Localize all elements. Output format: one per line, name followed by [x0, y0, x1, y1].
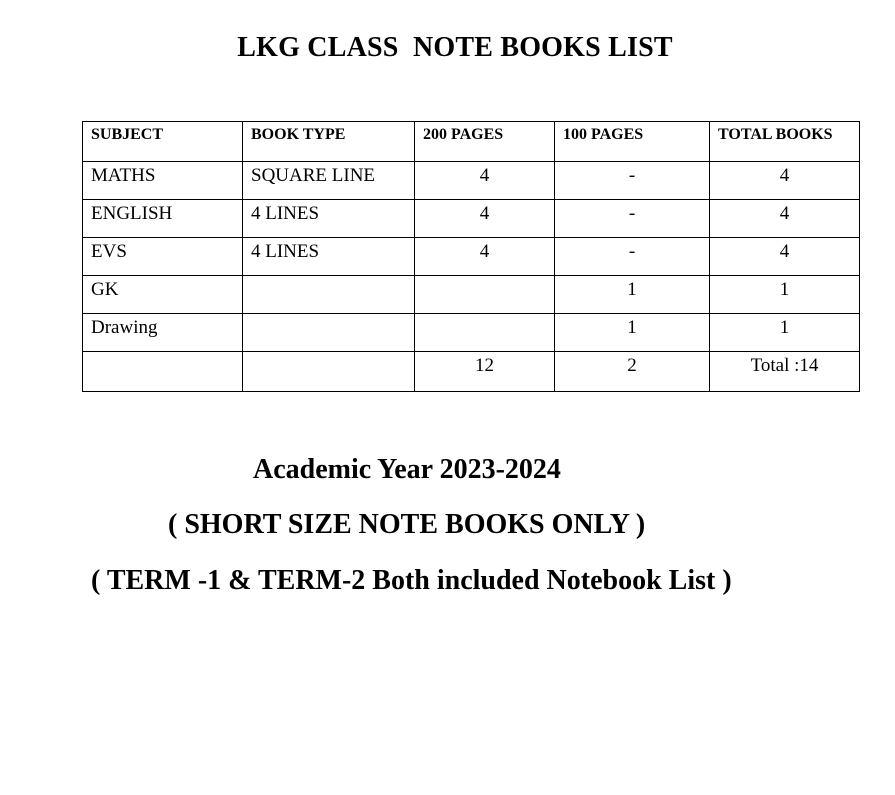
cell-subject: [83, 352, 243, 392]
cell-200-pages: 4: [415, 162, 555, 200]
header-200-pages: 200 PAGES: [415, 122, 555, 162]
cell-subject: GK: [83, 276, 243, 314]
table-row: [83, 200, 860, 238]
cell-200-pages: [415, 276, 555, 314]
cell-200-pages: 4: [415, 200, 555, 238]
cell-book-type: 4 LINES: [243, 238, 415, 276]
cell-book-type: [243, 352, 415, 392]
cell-book-type: 4 LINES: [243, 200, 415, 238]
cell-book-type: [243, 276, 415, 314]
cell-grand-total: Total :14: [710, 352, 860, 392]
header-total-books: TOTAL BOOKS: [710, 122, 860, 162]
cell-subject: EVS: [83, 238, 243, 276]
cell-200-pages: [415, 314, 555, 352]
table-row: [83, 162, 860, 200]
cell-total-books: 4: [710, 162, 860, 200]
cell-subject: MATHS: [83, 162, 243, 200]
page-title: LKG CLASS NOTE BOOKS LIST: [237, 32, 673, 63]
cell-book-type: SQUARE LINE: [243, 162, 415, 200]
table-row: [83, 314, 860, 352]
table-row: [83, 238, 860, 276]
size-note: ( SHORT SIZE NOTE BOOKS ONLY ): [168, 509, 646, 540]
cell-total-books: 4: [710, 238, 860, 276]
header-book-type: BOOK TYPE: [243, 122, 415, 162]
header-subject: SUBJECT: [83, 122, 243, 162]
cell-100-pages: 1: [555, 314, 710, 352]
cell-total-books: 4: [710, 200, 860, 238]
notebooks-table: [82, 121, 860, 392]
academic-year: Academic Year 2023-2024: [253, 454, 561, 485]
header-100-pages: 100 PAGES: [555, 122, 710, 162]
table-header-row: [83, 122, 860, 162]
cell-subject: ENGLISH: [83, 200, 243, 238]
cell-100-pages: -: [555, 238, 710, 276]
cell-subject: Drawing: [83, 314, 243, 352]
term-note: ( TERM -1 & TERM-2 Both included Notebook List ): [91, 565, 732, 596]
cell-total-books: 1: [710, 314, 860, 352]
cell-200-pages-total: 12: [415, 352, 555, 392]
cell-100-pages: -: [555, 200, 710, 238]
cell-100-pages: -: [555, 162, 710, 200]
cell-total-books: 1: [710, 276, 860, 314]
table-row: [83, 276, 860, 314]
cell-100-pages-total: 2: [555, 352, 710, 392]
cell-200-pages: 4: [415, 238, 555, 276]
cell-100-pages: 1: [555, 276, 710, 314]
table-totals-row: [83, 352, 860, 392]
cell-book-type: [243, 314, 415, 352]
